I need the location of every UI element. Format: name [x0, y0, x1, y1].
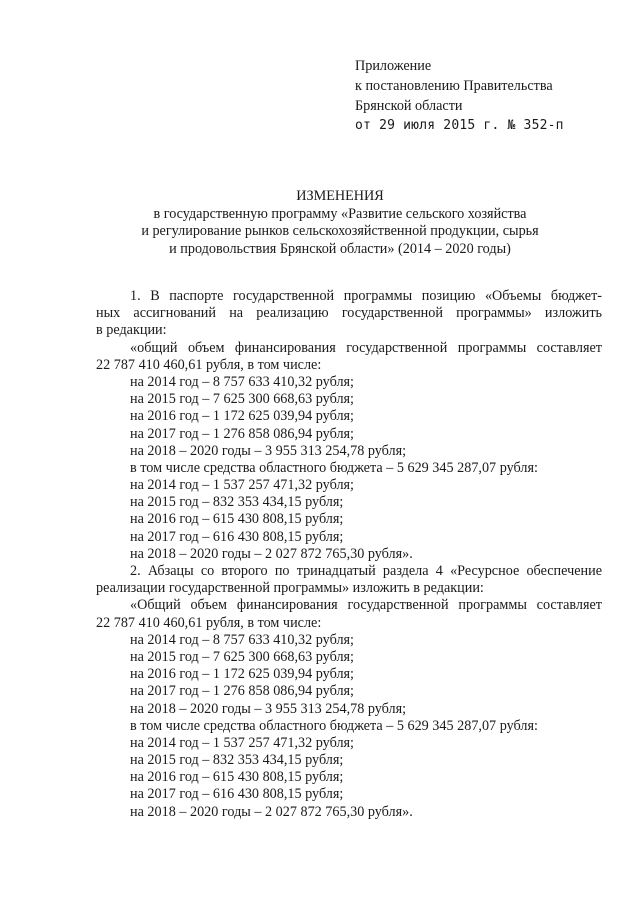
- section2-regional-year-item: на 2014 год – 1 537 257 471,32 рубля;: [130, 734, 354, 751]
- section1-quote-line: «общий объем финансирования государственной программы составляет: [130, 339, 602, 356]
- section2-quote-line: 22 787 410 460,61 рубля, в том числе:: [96, 614, 322, 631]
- section2-year-item: на 2014 год – 8 757 633 410,32 рубля;: [130, 631, 354, 648]
- section1-year-item: на 2018 – 2020 годы – 3 955 313 254,78 рубля;: [130, 442, 407, 459]
- section2-regional-year-item: на 2018 – 2020 годы – 2 027 872 765,30 рубля».: [130, 803, 413, 820]
- section2-regional-year-item: на 2017 год – 616 430 808,15 рубля;: [130, 786, 344, 803]
- section2-regional-total: в том числе средства областного бюджета – 5 629 345 287,07 рубля:: [130, 717, 538, 734]
- document-body: [96, 288, 602, 821]
- section1-regional-year-item: на 2014 год – 1 537 257 471,32 рубля;: [130, 477, 354, 494]
- section1-quote-line: 22 787 410 460,61 рубля, в том числе:: [96, 356, 322, 373]
- section1-year-item: на 2016 год – 1 172 625 039,94 рубля;: [130, 408, 354, 425]
- appendix-resolution-ref: к постановлению Правительства: [355, 78, 553, 94]
- section1-regional-year-item: на 2018 – 2020 годы – 2 027 872 765,30 рубля».: [130, 545, 413, 562]
- section2-regional-year-item: на 2016 год – 615 430 808,15 рубля;: [130, 769, 344, 786]
- title-heading: ИЗМЕНЕНИЯ: [296, 188, 384, 204]
- appendix-region: Брянской области: [355, 98, 463, 114]
- section1-year-item: на 2015 год – 7 625 300 668,63 рубля;: [130, 391, 354, 408]
- title-subline-3: и продовольствия Брянской области» (2014 – 2020 годы): [169, 240, 511, 257]
- section2-year-item: на 2016 год – 1 172 625 039,94 рубля;: [130, 666, 354, 683]
- section2-year-item: на 2017 год – 1 276 858 086,94 рубля;: [130, 683, 354, 700]
- appendix-header: [355, 56, 625, 136]
- section1-year-item: на 2014 год – 8 757 633 410,32 рубля;: [130, 373, 354, 390]
- section1-regional-year-item: на 2015 год – 832 353 434,15 рубля;: [130, 494, 344, 511]
- section2-paragraph-line: реализации государственной программы» изложить в редакции:: [96, 580, 484, 597]
- title-subline-2: и регулирование рынков сельскохозяйственной продукции, сырья: [141, 223, 539, 240]
- section1-year-item: на 2017 год – 1 276 858 086,94 рубля;: [130, 425, 354, 442]
- section1-regional-year-item: на 2017 год – 616 430 808,15 рубля;: [130, 528, 344, 545]
- section2-paragraph-line: 2. Абзацы со второго по тринадцатый раздела 4 «Ресурсное обеспечение: [130, 563, 602, 579]
- section1-regional-total: в том числе средства областного бюджета – 5 629 345 287,07 рубля:: [130, 459, 538, 476]
- document-title: [80, 188, 600, 258]
- section1-regional-year-item: на 2016 год – 615 430 808,15 рубля;: [130, 511, 344, 528]
- title-subline-1: в государственную программу «Развитие сельского хозяйства: [153, 205, 527, 222]
- appendix-label: Приложение: [355, 58, 432, 74]
- section2-regional-year-item: на 2015 год – 832 353 434,15 рубля;: [130, 752, 344, 769]
- section2-quote-line: «Общий объем финансирования государственной программы составляет: [130, 597, 602, 614]
- section1-paragraph-line: ных ассигнований на реализацию государственной программы» изложить: [96, 305, 602, 322]
- appendix-date-number: от 29 июля 2015 г. № 352-п: [355, 118, 564, 133]
- section2-year-item: на 2015 год – 7 625 300 668,63 рубля;: [130, 648, 354, 665]
- section1-paragraph-line: в редакции:: [96, 322, 167, 339]
- section2-year-item: на 2018 – 2020 годы – 3 955 313 254,78 рубля;: [130, 700, 407, 717]
- section1-paragraph-line: 1. В паспорте государственной программы позицию «Объемы бюджет-: [130, 288, 602, 304]
